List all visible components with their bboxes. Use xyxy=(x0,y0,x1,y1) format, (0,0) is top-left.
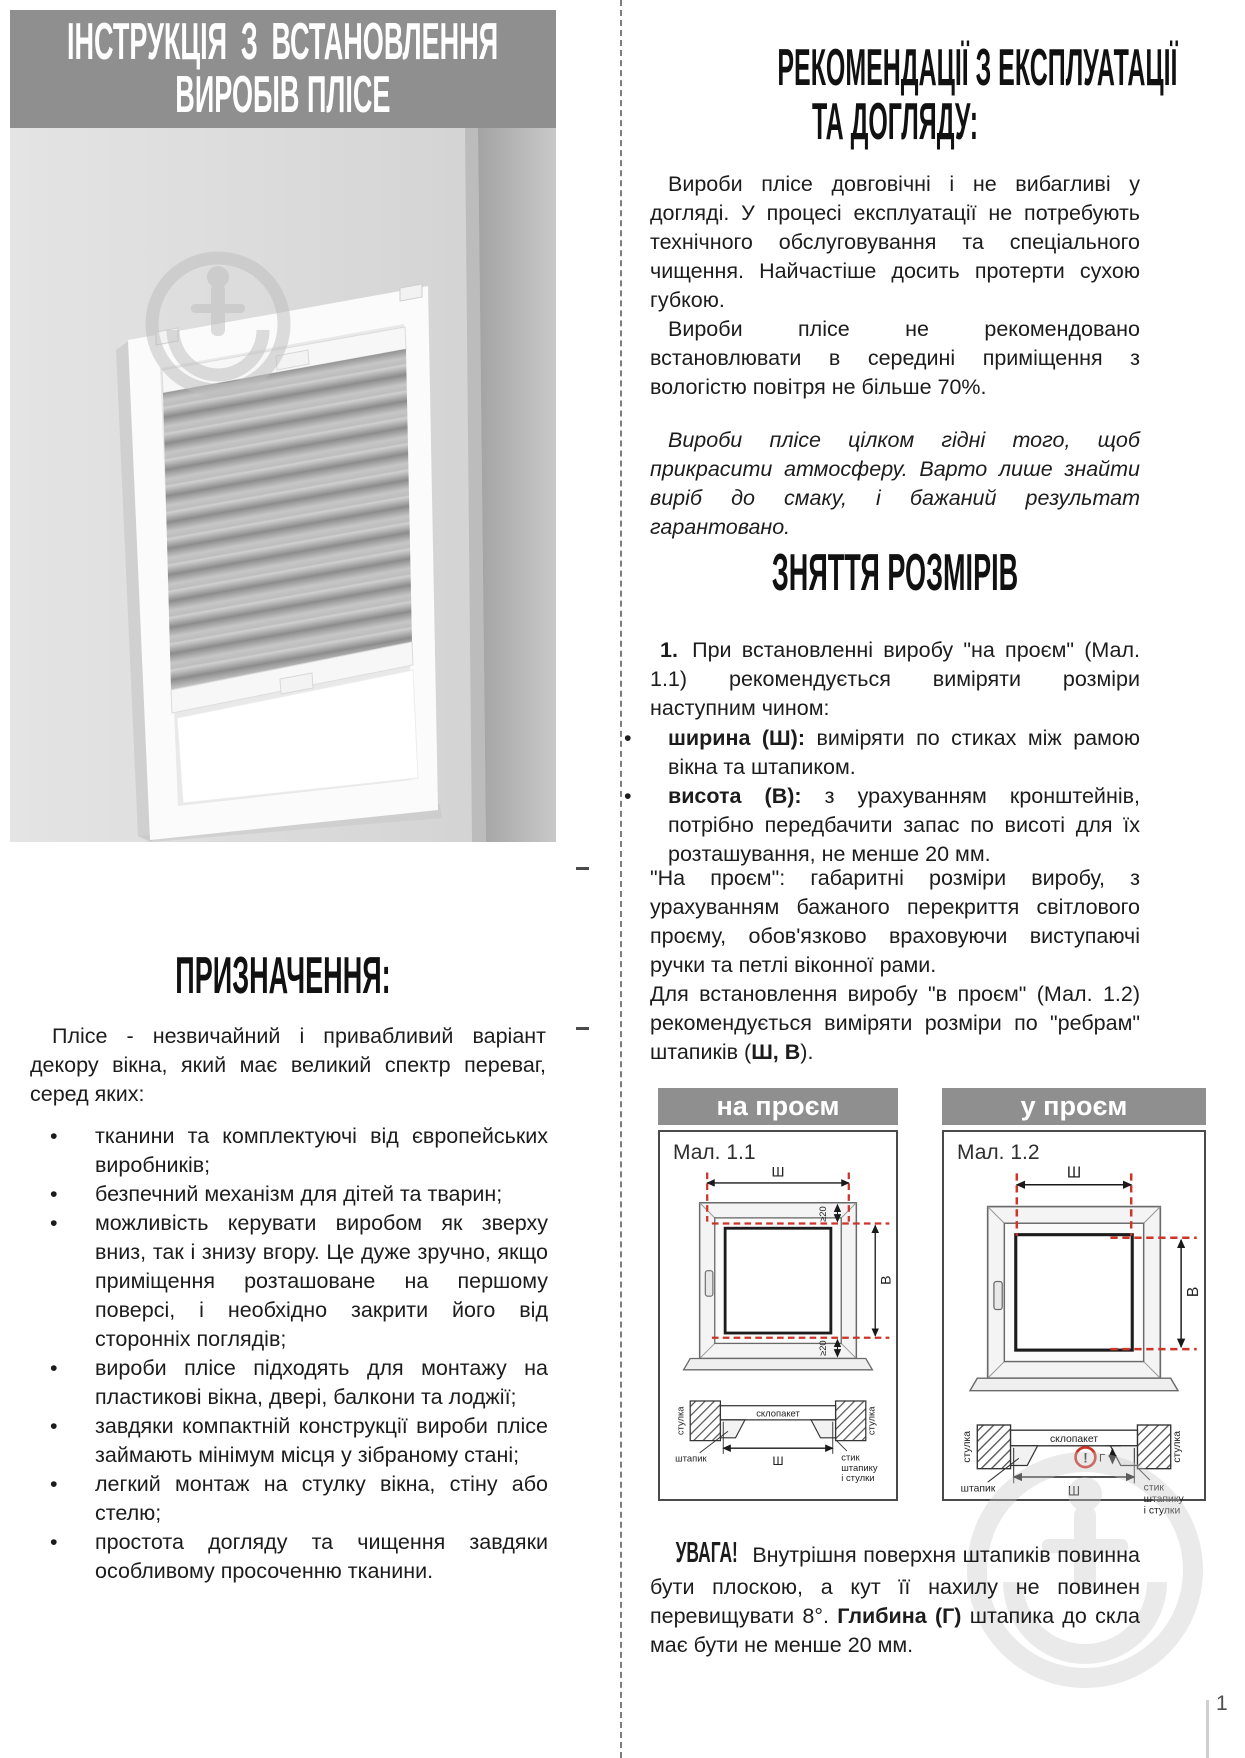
bead-label: штапик xyxy=(675,1452,707,1464)
divider-tick xyxy=(576,1027,589,1030)
purpose-item: • легкий монтаж на стулку вікна, стіну або стелю; xyxy=(40,1470,548,1528)
purpose-item: • безпечний механізм для дітей та тварин; xyxy=(40,1180,548,1209)
sash-right-label: стулка xyxy=(1172,1431,1184,1463)
sizing-intro-text: При встановленні виробу "на проєм" (Мал. 1.1) рекомендується виміряти розміри наступним чином: xyxy=(650,638,1140,721)
window-front-view xyxy=(970,1207,1178,1391)
window-sill xyxy=(970,1378,1178,1390)
attention-label: УВАГА! xyxy=(675,1537,738,1569)
width-label: ширина (Ш): xyxy=(668,726,805,750)
sizing-intro xyxy=(650,636,1140,723)
height-dim-label: В xyxy=(877,1275,894,1285)
page-edge-line xyxy=(1206,1700,1209,1758)
figure-1-2-box xyxy=(942,1130,1206,1517)
warning-exclamation-icon: ! xyxy=(1083,1450,1088,1466)
purpose-heading: ПРИЗНАЧЕННЯ: xyxy=(175,947,391,1005)
care-heading xyxy=(650,39,1178,151)
attention-depth-term: Глибина (Г) xyxy=(837,1604,962,1629)
width-dim-label: Ш xyxy=(1066,1165,1082,1182)
purpose-item: • тканини та комплектуючі від європейських виробників; xyxy=(40,1122,548,1180)
divider-tick xyxy=(576,867,589,870)
gap-bottom-label: ≥20 xyxy=(817,1340,829,1356)
cs-width-label: Ш xyxy=(772,1454,784,1469)
left-header-banner xyxy=(10,10,556,128)
sash-left-label: стулка xyxy=(674,1406,686,1436)
v-proem-paragraph xyxy=(650,980,1140,1067)
purpose-list xyxy=(40,1122,548,1586)
care-paragraph-3: Вироби плісе цілком гідні того, щоб прикрасити атмосферу. Варто лише знайти виріб до смаку, і бажаний результат гарантовано. xyxy=(650,428,1140,540)
figure-1-2-tab: у проєм xyxy=(942,1088,1206,1125)
window-handle xyxy=(705,1271,713,1296)
cs-width-label: Ш xyxy=(1067,1483,1081,1499)
care-heading-line2: ТА ДОГЛЯДУ: xyxy=(811,92,979,151)
sash-right-label: стулка xyxy=(865,1406,877,1436)
sizing-list xyxy=(618,724,1140,869)
purpose-item: • простота догляду та чищення завдяки особливому просоченню тканини. xyxy=(40,1528,548,1586)
purpose-intro: Плісе - незвичайний і привабливий варіант декору вікна, який має великий спектр переваг, серед яких: xyxy=(30,1024,546,1107)
care-paragraph-2: Вироби плісе не рекомендовано встановлювати в середині приміщення з вологістю повітря не більше 70%. xyxy=(650,317,1140,400)
window-front-view xyxy=(684,1203,873,1370)
figure-1-1-tab: на проєм xyxy=(658,1088,898,1125)
purpose-item: • можливість керувати виробом як зверху вниз, так і знизу вгору. Це дуже зручно, якщо приміщення розташоване на першому поверсі, і необхідно закрити його від сторонніх поглядів; xyxy=(40,1209,548,1354)
attention-paragraph xyxy=(650,1534,1140,1660)
figure-1-2-drawing xyxy=(944,1165,1204,1519)
cross-section xyxy=(675,1401,878,1483)
joint-label-2: штапику xyxy=(841,1461,878,1473)
instruction-title-line1: ІНСТРУКЦІЯ З ВСТАНОВЛЕННЯ xyxy=(67,12,499,71)
purpose-item: • вироби плісе підходять для монтажу на пластикові вікна, двері, балкони та лоджії; xyxy=(40,1354,548,1412)
care-heading-line1: РЕКОМЕНДАЦІЇ З ЕКСПЛУАТАЦІЇ xyxy=(777,39,1178,97)
height-text: з урахуванням кронштейнів, потрібно передбачити запас по висоті для їх розташування, не менше 20 мм. xyxy=(668,784,1140,867)
window-sill xyxy=(684,1359,873,1370)
instruction-title-line2: ВИРОБІВ ПЛІСЕ xyxy=(175,66,391,124)
care-paragraphs xyxy=(650,170,1140,402)
cross-section xyxy=(961,1425,1185,1516)
figure-1-1-panel xyxy=(658,1088,898,1501)
sizing-step-number: 1. xyxy=(660,638,678,662)
wall-side-panel xyxy=(478,128,556,842)
page-number: 1 xyxy=(1216,1692,1228,1715)
joint-label-2: штапику xyxy=(1143,1493,1184,1505)
column-divider xyxy=(620,0,622,1758)
figure-1-2-panel xyxy=(942,1088,1206,1517)
depth-label: Г xyxy=(1098,1452,1106,1465)
bead-label: штапик xyxy=(960,1483,996,1495)
glazing-label: склопакет xyxy=(1049,1434,1099,1446)
product-photo xyxy=(10,128,556,842)
window-blind-illustration xyxy=(10,128,556,842)
gap-top-label: ≥20 xyxy=(817,1206,829,1222)
attention-text-1: Внутрішня поверхня штапиків повинна бути плоскою, а кут її нахилу не повинен перевищувати 8°. xyxy=(650,1543,1140,1629)
joint-label-1: стик xyxy=(841,1451,860,1463)
attention-text-2: штапика до скла має бути не менше 20 мм. xyxy=(650,1604,1140,1658)
sash-left-label: стулка xyxy=(962,1431,974,1463)
joint-label-1: стик xyxy=(1143,1482,1164,1494)
care-paragraph-1: Вироби плісе довговічні і не вибагливі у догляді. У процесі експлуатації не потребують технічного обслуговування та спеціального чищення. Найчастіше досить протерти сухою губкою. xyxy=(650,172,1140,313)
v-proem-end: ). xyxy=(800,1040,814,1065)
joint-label-3: і стулки xyxy=(1143,1505,1181,1517)
na-proem-paragraph: "На проєм": габаритні розміри виробу, з урахуванням бажаного перекриття світлового проєму, обов'язково враховуючи виступаючі ручки та петлі віконної рами. xyxy=(650,866,1140,978)
pleated-fabric xyxy=(163,349,412,690)
figure-1-1-drawing xyxy=(660,1165,896,1486)
figures-row xyxy=(658,1088,1210,1517)
joint-label-3: і стулки xyxy=(841,1472,875,1484)
figure-1-1-caption: Мал. 1.1 xyxy=(673,1141,756,1164)
window-handle xyxy=(994,1281,1002,1309)
figure-1-1-box xyxy=(658,1130,898,1501)
v-proem-start: Для встановлення виробу "в проєм" (Мал. 1.2) рекомендується виміряти розміри по "ребрам" штапиків ( xyxy=(650,982,1140,1065)
sizing-heading: ЗНЯТТЯ РОЗМІРІВ xyxy=(771,544,1019,602)
v-proem-dims: Ш, В xyxy=(751,1040,801,1065)
height-dim-label: В xyxy=(1184,1286,1202,1298)
purpose-item: • завдяки компактній конструкції вироби плісе займають мінімум місця у зібраному стані; xyxy=(40,1412,548,1470)
figure-1-2-caption: Мал. 1.2 xyxy=(957,1141,1040,1164)
height-label: висота (В): xyxy=(668,784,802,809)
sizing-item-width xyxy=(618,724,1140,782)
width-dim-label: Ш xyxy=(771,1165,785,1180)
sizing-item-height xyxy=(618,782,1140,869)
width-text: виміряти по стиках між рамою вікна та штапиком. xyxy=(668,726,1140,780)
glazing-label: склопакет xyxy=(756,1407,800,1419)
